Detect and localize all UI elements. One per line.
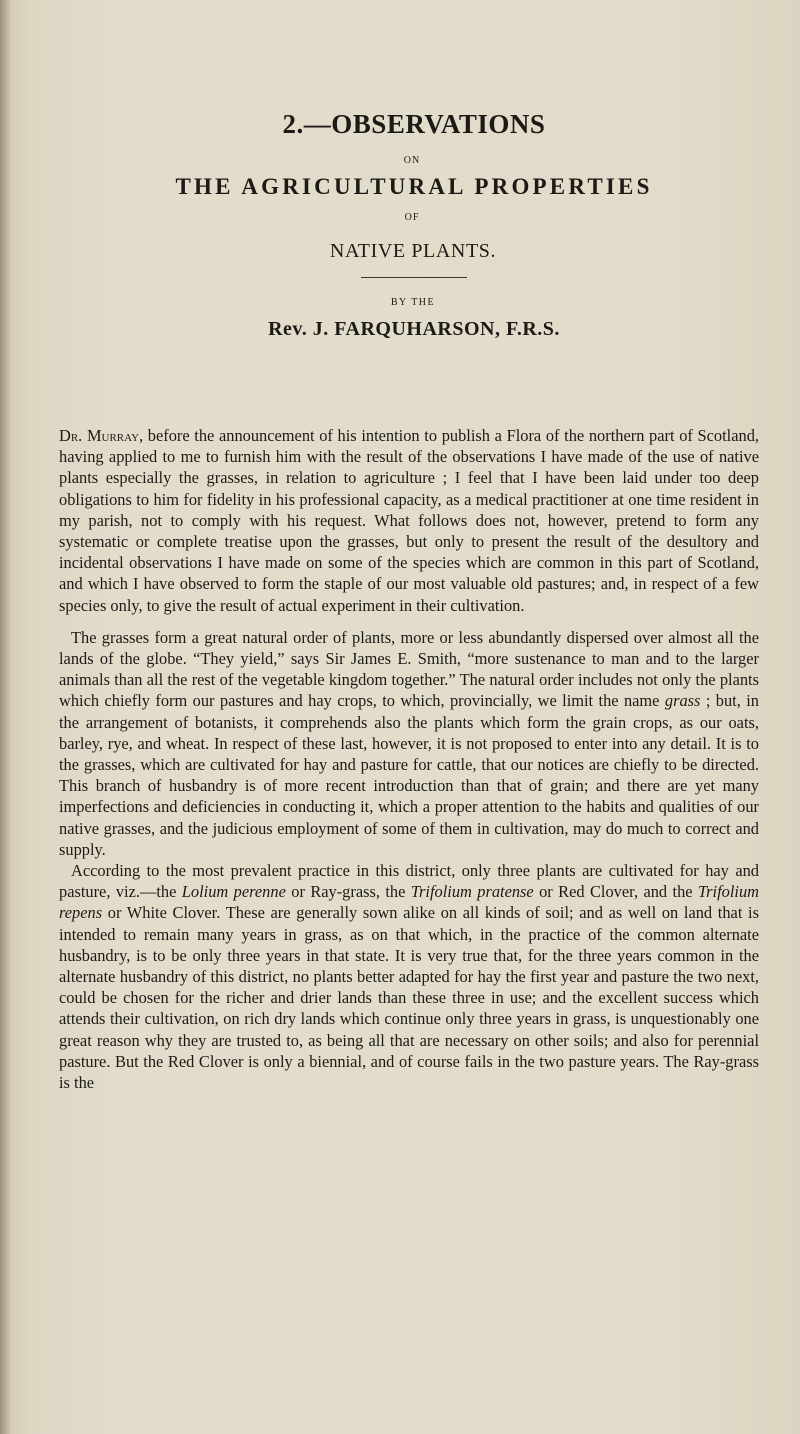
byline-label: BY THE bbox=[390, 297, 436, 308]
main-title: THE AGRICULTURAL PROPERTIES bbox=[175, 174, 653, 199]
paragraph-3 bbox=[59, 860, 759, 1093]
text-run: ; but, in the arrangement of botanists, it comprehends also the plants which form the grain crops, as our oats, barley, rye, and wheat. In respect of these last, however, it is not proposed to enter into any detail. It is to the grasses, which are cultivated for hay and pasture for cattle, that our notices are chiefly to be directed. This branch of husbandry is of more recent introduction than that of grain; and there are yet many imperfections and deficiencies in conducting it, which a proper attention to the habits and qualities of our native grasses, and the judicious employment of some of them in cultivation, may do much to correct and supply. bbox=[59, 691, 759, 859]
text-run: According to the most prevalent practice in this district, only three plants are cultivated for hay and pasture, viz.—the bbox=[59, 861, 759, 902]
text-run: , before the announcement of his intention to publish a Flora of the northern part of Scotland, having applied to me to furnish him with the result of the observations I have made of the use of native plants especially the grasses, in relation to agriculture ; I feel that I have been laid under too deep obligations to him for fidelity in his professional capacity, as a medical practitioner at one time resident in my parish, not to comply with his request. What follows does not, however, pretend to form any systematic or complete treatise upon the grasses, but only to present the result of the desultory and incidental observations I have made on some of the species which are common in this part of Scotland, and which I have observed to form the staple of our most valuable old pastures; and, in respect of a few species only, to give the result of actual experiment in their cultivation. bbox=[59, 426, 759, 615]
text-run: Trifolium repens bbox=[59, 882, 760, 923]
text-run: The grasses form a great natural order of plants, more or less abundantly dispersed over almost all the lands of the globe. “They yield,” says Sir James E. Smith, “more sustenance to man and to the larger animals than all the rest of the vegetable kingdom together.” The natural order includes not only the plants which chiefly form our pastures and hay crops, to which, provincially, we limit the name bbox=[59, 627, 759, 711]
title-divider bbox=[361, 277, 467, 278]
text-run: or Ray-grass, the bbox=[285, 882, 411, 902]
title-block bbox=[0, 108, 800, 342]
paragraph-1 bbox=[59, 425, 759, 616]
text-run: grass bbox=[664, 691, 701, 711]
text-run: Trifolium pratense bbox=[410, 882, 534, 902]
section-number-title: 2.—OBSERVATIONS bbox=[282, 109, 546, 139]
title-connector-of: OF bbox=[404, 212, 420, 223]
subtitle: NATIVE PLANTS. bbox=[329, 240, 497, 262]
title-connector-on: ON bbox=[403, 155, 421, 166]
text-run: or White Clover. These are generally sown alike on all kinds of soil; and as well on land that is intended to remain many years in grass, as on that which, in the practice of the common alternate husbandry, is to be only three years in that state. It is very true that, for the three years common in the alternate husbandry of this district, no plants better adapted for hay the first year and pasture the two next, could be chosen for the richer and drier lands than these three in use; and the excellent success which attends their cultivation, on rich dry lands which continue only three years in grass, is unquestionably one great reason why they are trusted to, as being all that are necessary on other soils; and also for perennial pasture. But the Red Clover is only a biennial, and of course fails in the two pasture years. The Ray-grass is the bbox=[59, 903, 759, 1093]
text-run: Dr. Murray bbox=[59, 426, 140, 445]
text-run: Lolium perenne bbox=[181, 882, 286, 902]
body-text bbox=[59, 425, 759, 1093]
text-run: or Red Clover, and the bbox=[533, 882, 698, 902]
author-name: Rev. J. FARQUHARSON, F.R.S. bbox=[268, 318, 560, 340]
paragraph-2 bbox=[59, 627, 759, 860]
